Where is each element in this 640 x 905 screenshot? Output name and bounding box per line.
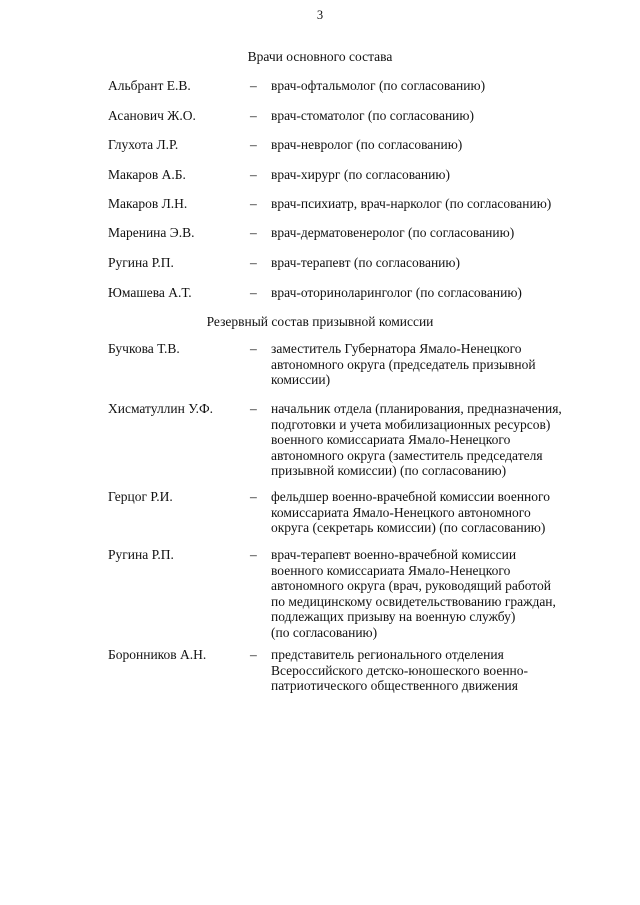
role-line: Всероссийского детско-юношеского военно- bbox=[271, 662, 529, 678]
member-role: врач-оториноларинголог (по согласованию) bbox=[271, 285, 522, 300]
dash: – bbox=[250, 285, 257, 300]
role-line: военного комиссариата Ямало-Ненецкого bbox=[271, 432, 511, 447]
role-line: начальник отдела (планирования, предназначения, bbox=[271, 401, 562, 416]
member-role bbox=[271, 547, 556, 640]
role-line: комиссариата Ямало-Ненецкого автономного bbox=[271, 504, 531, 520]
member-name: Хисматуллин У.Ф. bbox=[108, 401, 214, 416]
page-number: 3 bbox=[316, 8, 324, 22]
member-role bbox=[271, 647, 528, 694]
member-name: Глухота Л.Р. bbox=[108, 137, 179, 152]
member-name: Ругина Р.П. bbox=[108, 547, 174, 562]
member-role: врач-хирург (по согласованию) bbox=[271, 167, 450, 182]
dash: – bbox=[250, 647, 257, 662]
member-role: врач-дерматовенеролог (по согласованию) bbox=[271, 225, 515, 240]
dash: – bbox=[250, 78, 257, 93]
member-name: Макаров Л.Н. bbox=[108, 196, 188, 211]
reserve-section-title: Резервный состав призывной комиссии bbox=[206, 314, 434, 329]
dash: – bbox=[250, 341, 257, 356]
role-line: призывной комиссии) (по согласованию) bbox=[271, 463, 507, 478]
role-line: по медицинскому освидетельствованию граждан, bbox=[271, 593, 556, 609]
dash: – bbox=[250, 489, 257, 504]
role-line: военного комиссариата Ямало-Ненецкого bbox=[271, 562, 511, 578]
main-section-title: Врачи основного состава bbox=[247, 49, 393, 64]
member-role: врач-стоматолог (по согласованию) bbox=[271, 108, 474, 123]
role-line: (по согласованию) bbox=[271, 624, 378, 640]
member-name: Боронников А.Н. bbox=[108, 647, 207, 662]
dash: – bbox=[250, 137, 257, 152]
dash: – bbox=[250, 108, 257, 123]
role-line: подготовки и учета мобилизационных ресурсов) bbox=[271, 416, 551, 432]
dash: – bbox=[250, 225, 257, 240]
role-line: патриотического общественного движения bbox=[271, 678, 518, 693]
dash: – bbox=[250, 167, 257, 182]
role-line: фельдшер военно-врачебной комиссии военного bbox=[271, 489, 550, 504]
member-role: врач-невролог (по согласованию) bbox=[271, 137, 463, 152]
dash: – bbox=[250, 547, 257, 562]
role-line: округа (секретарь комиссии) (по согласованию) bbox=[271, 520, 546, 535]
member-role bbox=[271, 401, 562, 479]
role-line: автономного округа (заместитель председателя bbox=[271, 447, 543, 463]
member-role bbox=[271, 341, 536, 388]
role-line: представитель регионального отделения bbox=[271, 647, 504, 662]
member-name: Ругина Р.П. bbox=[108, 255, 174, 270]
dash: – bbox=[250, 196, 257, 211]
role-line: автономного округа (председатель призывной bbox=[271, 356, 536, 372]
role-line: комиссии) bbox=[271, 372, 331, 387]
member-role: врач-терапевт (по согласованию) bbox=[271, 255, 460, 270]
member-role bbox=[271, 489, 550, 536]
dash: – bbox=[250, 401, 257, 416]
member-name: Герцог Р.И. bbox=[108, 489, 173, 504]
role-line: подлежащих призыву на военную службу) bbox=[271, 609, 516, 624]
member-name: Макаров А.Б. bbox=[108, 167, 186, 182]
role-line: заместитель Губернатора Ямало-Ненецкого bbox=[271, 341, 522, 356]
member-name: Бучкова Т.В. bbox=[108, 341, 180, 356]
role-line: автономного округа (врач, руководящий работой bbox=[271, 578, 551, 593]
member-role: врач-психиатр, врач-нарколог (по согласованию) bbox=[271, 196, 552, 211]
member-name: Юмашева А.Т. bbox=[108, 285, 192, 300]
member-name: Асанович Ж.О. bbox=[108, 108, 196, 123]
member-role: врач-офтальмолог (по согласованию) bbox=[271, 78, 486, 93]
member-name: Маренина Э.В. bbox=[108, 225, 195, 240]
role-line: врач-терапевт военно-врачебной комиссии bbox=[271, 547, 517, 562]
dash: – bbox=[250, 255, 257, 270]
member-name: Альбрант Е.В. bbox=[108, 78, 191, 93]
